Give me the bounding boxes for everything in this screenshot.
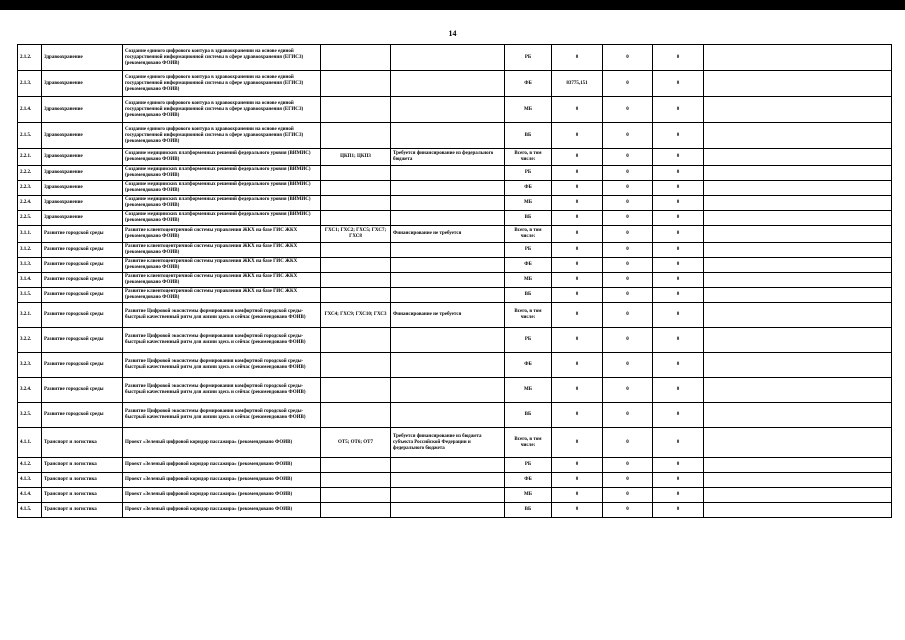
row-source: МБ (505, 273, 552, 288)
funding-table (17, 44, 892, 518)
table-row (18, 328, 892, 353)
row-value-2: 0 (603, 328, 653, 353)
row-financing (391, 181, 505, 196)
row-value-3: 0 (653, 97, 704, 123)
row-source: РБ (505, 328, 552, 353)
row-empty-cell (704, 288, 892, 303)
row-number: 4.1.5. (18, 503, 42, 518)
row-area: Развитие городской среды (42, 258, 123, 273)
row-empty-cell (704, 328, 892, 353)
row-value-2: 0 (603, 45, 653, 71)
table-row (18, 243, 892, 258)
row-codes (321, 71, 391, 97)
row-value-2: 0 (603, 288, 653, 303)
row-empty-cell (704, 273, 892, 288)
row-area: Развитие городской среды (42, 288, 123, 303)
table-row (18, 288, 892, 303)
row-description: Проект «Зеленый цифровой коридор пассажира» (рекомендовано ФОИВ) (123, 428, 321, 458)
row-financing (391, 258, 505, 273)
row-number: 3.2.2. (18, 328, 42, 353)
row-financing (391, 403, 505, 428)
row-description: Создание единого цифрового контура в здравоохранении на основе единой государственной информационной системы в сфере здравоохранения (ЕГИСЗ) (рекомендовано ФОИВ) (123, 45, 321, 71)
row-financing: Требуется финансирование из федерального бюджета (391, 149, 505, 166)
row-description: Проект «Зеленый цифровой коридор пассажира» (рекомендовано ФОИВ) (123, 473, 321, 488)
row-value-3: 0 (653, 273, 704, 288)
row-value-1: 0 (552, 473, 603, 488)
row-codes (321, 503, 391, 518)
table-row (18, 403, 892, 428)
row-description: Проект «Зеленый цифровой коридор пассажира» (рекомендовано ФОИВ) (123, 488, 321, 503)
row-empty-cell (704, 503, 892, 518)
row-number: 3.1.4. (18, 273, 42, 288)
row-value-1: 0 (552, 403, 603, 428)
row-financing (391, 71, 505, 97)
row-area: Здравоохранение (42, 97, 123, 123)
row-source: МБ (505, 488, 552, 503)
row-value-3: 0 (653, 328, 704, 353)
row-value-3: 0 (653, 196, 704, 211)
row-value-3: 0 (653, 428, 704, 458)
row-codes: ЦКП1; ЦКП3 (321, 149, 391, 166)
row-description: Развитие Цифровой экосистемы формирования комфортной городской среды-быстрый качественный ритм для жизни здесь и сейчас (рекомендовано ФОИВ) (123, 403, 321, 428)
row-value-2: 0 (603, 273, 653, 288)
row-number: 2.2.3. (18, 181, 42, 196)
row-empty-cell (704, 243, 892, 258)
table-row (18, 428, 892, 458)
row-area: Транспорт и логистика (42, 428, 123, 458)
table-row (18, 181, 892, 196)
row-description: Проект «Зеленый цифровой коридор пассажира» (рекомендовано ФОИВ) (123, 503, 321, 518)
row-source: ВБ (505, 503, 552, 518)
row-empty-cell (704, 226, 892, 243)
row-empty-cell (704, 353, 892, 378)
row-value-3: 0 (653, 243, 704, 258)
row-source: МБ (505, 196, 552, 211)
table-row (18, 473, 892, 488)
row-description: Создание медицинских платформенных решений федерального уровня (ВИМИС) (рекомендовано ФОИВ) (123, 181, 321, 196)
row-value-3: 0 (653, 353, 704, 378)
row-codes (321, 97, 391, 123)
row-area: Транспорт и логистика (42, 473, 123, 488)
row-value-2: 0 (603, 403, 653, 428)
row-value-1: 0 (552, 45, 603, 71)
row-codes (321, 328, 391, 353)
table-row (18, 149, 892, 166)
row-value-1: 83775,151 (552, 71, 603, 97)
table-row (18, 97, 892, 123)
row-description: Создание медицинских платформенных решений федерального уровня (ВИМИС) (рекомендовано ФОИВ) (123, 211, 321, 226)
row-value-1: 0 (552, 196, 603, 211)
table-row (18, 458, 892, 473)
row-codes (321, 243, 391, 258)
table-row (18, 123, 892, 149)
row-description: Развитие клиентоцентричной системы управления ЖКХ на базе ГИС ЖКХ (рекомендовано ФОИВ) (123, 226, 321, 243)
row-financing (391, 328, 505, 353)
row-value-2: 0 (603, 71, 653, 97)
row-codes: ГХС1; ГХС2; ГХС5; ГХС7; ГХС8 (321, 226, 391, 243)
row-number: 2.1.2. (18, 45, 42, 71)
row-financing (391, 288, 505, 303)
row-financing (391, 196, 505, 211)
row-area: Развитие городской среды (42, 226, 123, 243)
page-number: 14 (448, 29, 457, 38)
table-row (18, 196, 892, 211)
row-source: ВБ (505, 288, 552, 303)
row-source: ФБ (505, 181, 552, 196)
row-area: Развитие городской среды (42, 328, 123, 353)
table-body (18, 45, 892, 518)
row-source: МБ (505, 378, 552, 403)
row-codes (321, 181, 391, 196)
table-row (18, 71, 892, 97)
row-description: Развитие клиентоцентричной системы управления ЖКХ на базе ГИС ЖКХ (рекомендовано ФОИВ) (123, 273, 321, 288)
row-empty-cell (704, 211, 892, 226)
row-value-2: 0 (603, 488, 653, 503)
row-empty-cell (704, 196, 892, 211)
row-value-3: 0 (653, 378, 704, 403)
row-codes (321, 488, 391, 503)
row-financing (391, 273, 505, 288)
row-financing (391, 378, 505, 403)
row-value-3: 0 (653, 149, 704, 166)
row-value-3: 0 (653, 503, 704, 518)
table-row (18, 303, 892, 328)
row-empty-cell (704, 123, 892, 149)
row-value-2: 0 (603, 243, 653, 258)
row-area: Здравоохранение (42, 71, 123, 97)
row-codes (321, 458, 391, 473)
row-financing: Требуется финансирование из бюджета субъекта Российской Федерации и федерального бюджета (391, 428, 505, 458)
row-number: 3.2.5. (18, 403, 42, 428)
row-value-3: 0 (653, 258, 704, 273)
row-empty-cell (704, 181, 892, 196)
table-row (18, 211, 892, 226)
row-codes (321, 258, 391, 273)
row-value-1: 0 (552, 166, 603, 181)
row-codes (321, 211, 391, 226)
row-source: РБ (505, 166, 552, 181)
row-number: 2.2.5. (18, 211, 42, 226)
row-source: ФБ (505, 71, 552, 97)
row-number: 3.1.3. (18, 258, 42, 273)
row-number: 2.2.4. (18, 196, 42, 211)
table-row (18, 503, 892, 518)
row-codes (321, 353, 391, 378)
row-empty-cell (704, 149, 892, 166)
row-source: РБ (505, 243, 552, 258)
row-value-3: 0 (653, 303, 704, 328)
row-area: Развитие городской среды (42, 378, 123, 403)
row-source: Всего, в том числе: (505, 303, 552, 328)
row-area: Развитие городской среды (42, 273, 123, 288)
row-financing (391, 243, 505, 258)
row-codes (321, 45, 391, 71)
row-area: Развитие городской среды (42, 243, 123, 258)
row-value-1: 0 (552, 378, 603, 403)
row-codes: ОТ5; ОТ6; ОТ7 (321, 428, 391, 458)
row-value-2: 0 (603, 458, 653, 473)
row-number: 4.1.1. (18, 428, 42, 458)
row-financing (391, 473, 505, 488)
row-number: 2.1.3. (18, 71, 42, 97)
row-value-2: 0 (603, 378, 653, 403)
table-row (18, 45, 892, 71)
row-codes (321, 166, 391, 181)
row-value-2: 0 (603, 353, 653, 378)
row-value-1: 0 (552, 328, 603, 353)
row-value-3: 0 (653, 488, 704, 503)
row-value-1: 0 (552, 428, 603, 458)
row-value-2: 0 (603, 428, 653, 458)
row-value-2: 0 (603, 123, 653, 149)
row-description: Создание единого цифрового контура в здравоохранении на основе единой государственной информационной системы в сфере здравоохранения (ЕГИСЗ) (рекомендовано ФОИВ) (123, 97, 321, 123)
row-empty-cell (704, 45, 892, 71)
table-row (18, 378, 892, 403)
row-value-1: 0 (552, 123, 603, 149)
row-number: 3.2.4. (18, 378, 42, 403)
row-value-2: 0 (603, 503, 653, 518)
row-number: 3.1.1. (18, 226, 42, 243)
row-value-1: 0 (552, 488, 603, 503)
row-value-2: 0 (603, 166, 653, 181)
row-area: Здравоохранение (42, 166, 123, 181)
row-empty-cell (704, 458, 892, 473)
row-area: Здравоохранение (42, 123, 123, 149)
row-value-2: 0 (603, 211, 653, 226)
row-codes: ГХС4; ГХС9; ГХС10; ГХС3 (321, 303, 391, 328)
table-row (18, 226, 892, 243)
row-value-3: 0 (653, 71, 704, 97)
row-value-3: 0 (653, 211, 704, 226)
row-number: 3.2.3. (18, 353, 42, 378)
row-description: Создание единого цифрового контура в здравоохранении на основе единой государственной информационной системы в сфере здравоохранения (ЕГИСЗ) (рекомендовано ФОИВ) (123, 71, 321, 97)
table-row (18, 166, 892, 181)
row-value-1: 0 (552, 258, 603, 273)
row-area: Здравоохранение (42, 211, 123, 226)
row-value-2: 0 (603, 149, 653, 166)
row-area: Развитие городской среды (42, 403, 123, 428)
row-value-1: 0 (552, 211, 603, 226)
row-empty-cell (704, 473, 892, 488)
row-empty-cell (704, 258, 892, 273)
row-financing (391, 503, 505, 518)
row-area: Развитие городской среды (42, 353, 123, 378)
row-financing (391, 353, 505, 378)
row-number: 3.2.1. (18, 303, 42, 328)
row-empty-cell (704, 71, 892, 97)
row-source: МБ (505, 97, 552, 123)
row-description: Создание единого цифрового контура в здравоохранении на основе единой государственной информационной системы в сфере здравоохранения (ЕГИСЗ) (рекомендовано ФОИВ) (123, 123, 321, 149)
row-description: Развитие клиентоцентричной системы управления ЖКХ на базе ГИС ЖКХ (рекомендовано ФОИВ) (123, 258, 321, 273)
row-source: РБ (505, 45, 552, 71)
row-financing (391, 458, 505, 473)
row-value-1: 0 (552, 458, 603, 473)
table-row (18, 353, 892, 378)
row-codes (321, 473, 391, 488)
row-financing (391, 123, 505, 149)
row-source: Всего, в том числе: (505, 149, 552, 166)
row-source: ФБ (505, 258, 552, 273)
row-area: Транспорт и логистика (42, 458, 123, 473)
row-source: ВБ (505, 403, 552, 428)
row-source: Всего, в том числе: (505, 428, 552, 458)
row-financing (391, 488, 505, 503)
row-description: Проект «Зеленый цифровой коридор пассажира» (рекомендовано ФОИВ) (123, 458, 321, 473)
row-value-1: 0 (552, 181, 603, 196)
row-source: ФБ (505, 353, 552, 378)
row-value-1: 0 (552, 273, 603, 288)
row-number: 3.1.2. (18, 243, 42, 258)
row-description: Создание медицинских платформенных решений федерального уровня (ВИМИС) (рекомендовано ФОИВ) (123, 149, 321, 166)
row-value-1: 0 (552, 149, 603, 166)
row-value-3: 0 (653, 473, 704, 488)
row-value-1: 0 (552, 243, 603, 258)
row-number: 2.2.2. (18, 166, 42, 181)
row-codes (321, 273, 391, 288)
row-empty-cell (704, 303, 892, 328)
row-value-3: 0 (653, 226, 704, 243)
row-description: Развитие Цифровой экосистемы формирования комфортной городской среды-быстрый качественный ритм для жизни здесь и сейчас (рекомендовано ФОИВ) (123, 328, 321, 353)
row-value-2: 0 (603, 473, 653, 488)
row-empty-cell (704, 166, 892, 181)
row-value-3: 0 (653, 181, 704, 196)
row-number: 2.2.1. (18, 149, 42, 166)
row-number: 3.1.5. (18, 288, 42, 303)
row-source: ФБ (505, 473, 552, 488)
top-border-bar (0, 0, 905, 10)
row-value-1: 0 (552, 303, 603, 328)
row-financing (391, 166, 505, 181)
row-description: Развитие Цифровой экосистемы формирования комфортной городской среды-быстрый качественный ритм для жизни здесь и сейчас (рекомендовано ФОИВ) (123, 353, 321, 378)
row-area: Развитие городской среды (42, 303, 123, 328)
row-source: ВБ (505, 123, 552, 149)
row-codes (321, 378, 391, 403)
row-area: Транспорт и логистика (42, 488, 123, 503)
table-row (18, 273, 892, 288)
row-codes (321, 288, 391, 303)
row-value-3: 0 (653, 166, 704, 181)
row-area: Здравоохранение (42, 149, 123, 166)
row-area: Здравоохранение (42, 196, 123, 211)
row-value-2: 0 (603, 196, 653, 211)
row-financing (391, 211, 505, 226)
row-source: ВБ (505, 211, 552, 226)
row-empty-cell (704, 403, 892, 428)
row-financing: Финансирование не требуется (391, 226, 505, 243)
row-value-2: 0 (603, 303, 653, 328)
row-value-3: 0 (653, 45, 704, 71)
row-source: РБ (505, 458, 552, 473)
row-area: Здравоохранение (42, 181, 123, 196)
row-area: Здравоохранение (42, 45, 123, 71)
table-row (18, 488, 892, 503)
row-codes (321, 403, 391, 428)
row-financing (391, 97, 505, 123)
row-financing (391, 45, 505, 71)
row-number: 4.1.3. (18, 473, 42, 488)
row-value-1: 0 (552, 226, 603, 243)
row-value-1: 0 (552, 503, 603, 518)
row-source: Всего, в том числе: (505, 226, 552, 243)
row-description: Развитие Цифровой экосистемы формирования комфортной городской среды-быстрый качественный ритм для жизни здесь и сейчас (рекомендовано ФОИВ) (123, 303, 321, 328)
row-value-1: 0 (552, 97, 603, 123)
row-value-2: 0 (603, 97, 653, 123)
row-area: Транспорт и логистика (42, 503, 123, 518)
row-description: Создание медицинских платформенных решений федерального уровня (ВИМИС) (рекомендовано ФОИВ) (123, 166, 321, 181)
row-description: Развитие Цифровой экосистемы формирования комфортной городской среды-быстрый качественный ритм для жизни здесь и сейчас (рекомендовано ФОИВ) (123, 378, 321, 403)
row-number: 4.1.4. (18, 488, 42, 503)
row-description: Развитие клиентоцентричной системы управления ЖКХ на базе ГИС ЖКХ (рекомендовано ФОИВ) (123, 288, 321, 303)
row-value-3: 0 (653, 123, 704, 149)
row-financing: Финансирование не требуется (391, 303, 505, 328)
row-number: 2.1.4. (18, 97, 42, 123)
row-value-3: 0 (653, 403, 704, 428)
table-row (18, 258, 892, 273)
row-empty-cell (704, 378, 892, 403)
row-codes (321, 123, 391, 149)
row-empty-cell (704, 488, 892, 503)
row-number: 4.1.2. (18, 458, 42, 473)
row-value-2: 0 (603, 258, 653, 273)
row-value-3: 0 (653, 458, 704, 473)
row-value-1: 0 (552, 353, 603, 378)
row-codes (321, 196, 391, 211)
row-empty-cell (704, 428, 892, 458)
row-description: Развитие клиентоцентричной системы управления ЖКХ на базе ГИС ЖКХ (рекомендовано ФОИВ) (123, 243, 321, 258)
row-number: 2.1.5. (18, 123, 42, 149)
row-empty-cell (704, 97, 892, 123)
row-value-2: 0 (603, 181, 653, 196)
row-description: Создание медицинских платформенных решений федерального уровня (ВИМИС) (рекомендовано ФОИВ) (123, 196, 321, 211)
row-value-2: 0 (603, 226, 653, 243)
row-value-1: 0 (552, 288, 603, 303)
row-value-3: 0 (653, 288, 704, 303)
